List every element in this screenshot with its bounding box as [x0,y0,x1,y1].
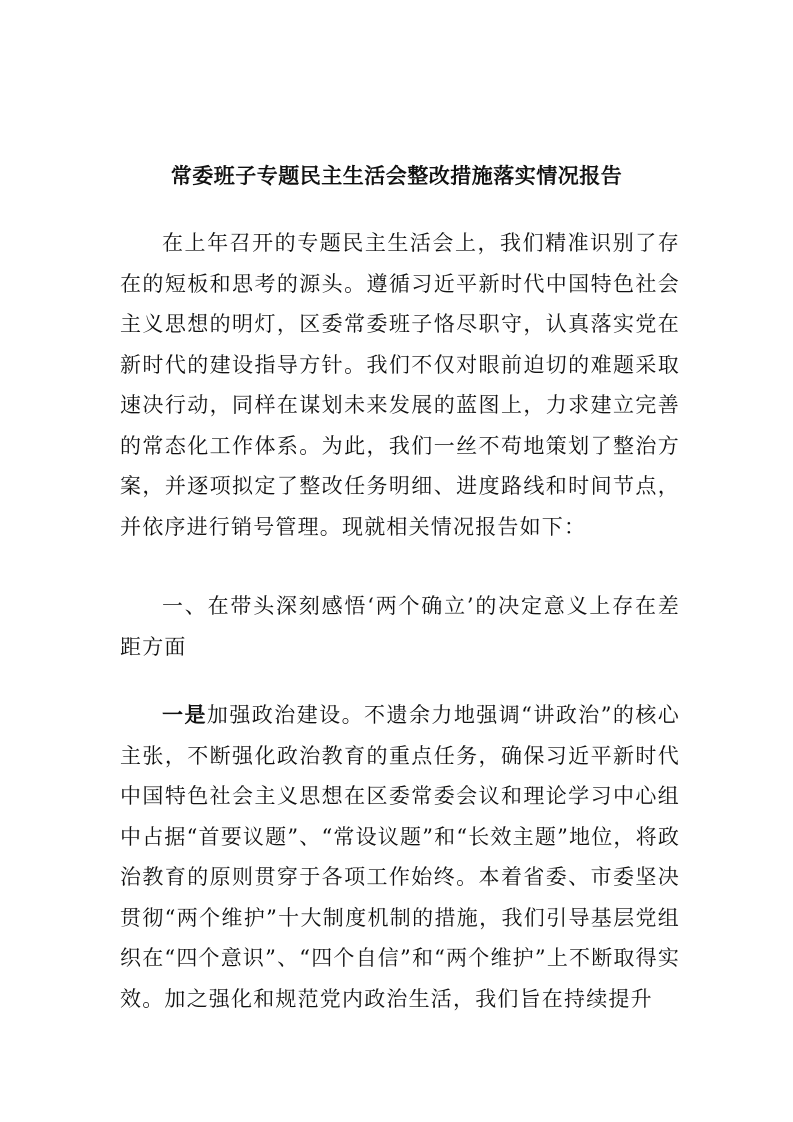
item-one-paragraph [120,695,680,1019]
section-heading: 一、在带头深刻感悟‘两个确立’的决定意义上存在差距方面 [120,594,680,659]
document-title: 常委班子专题民主生活会整改措施落实情况报告 [170,163,623,188]
intro-paragraph: 在上年召开的专题民主生活会上，我们精准识别了存在的短板和思考的源头。遵循习近平新时代中国特色社会主义思想的明灯，区委常委班子恪尽职守，认真落实党在新时代的建设指导方针。我们不仅对眼前迫切的难题采取速决行动，同样在谋划未来发展的蓝图上，力求建立完善的常态化工作体系。为此，我们一丝不苟地策划了整治方案，并逐项拟定了整改任务明细、进度路线和时间节点，并依序进行销号管理。现就相关情况报告如下： [120,231,680,539]
item-one-text: 加强政治建设。不遗余力地强调“讲政治”的核心主张，不断强化政治教育的重点任务，确保习近平新时代中国特色社会主义思想在区委常委会议和理论学习中心组中占据“首要议题”、“常设议题”和“长效主题”地位，将政治教育的原则贯穿于各项工作始终。本着省委、市委坚决贯彻“两个维护”十大制度机制的措施，我们引导基层党组织在“四个意识”、“四个自信”和“两个维护”上不断取得实效。加之强化和规范党内政治生活，我们旨在持续提升 [120,703,681,1011]
item-one-lead: 一是 [162,702,207,727]
